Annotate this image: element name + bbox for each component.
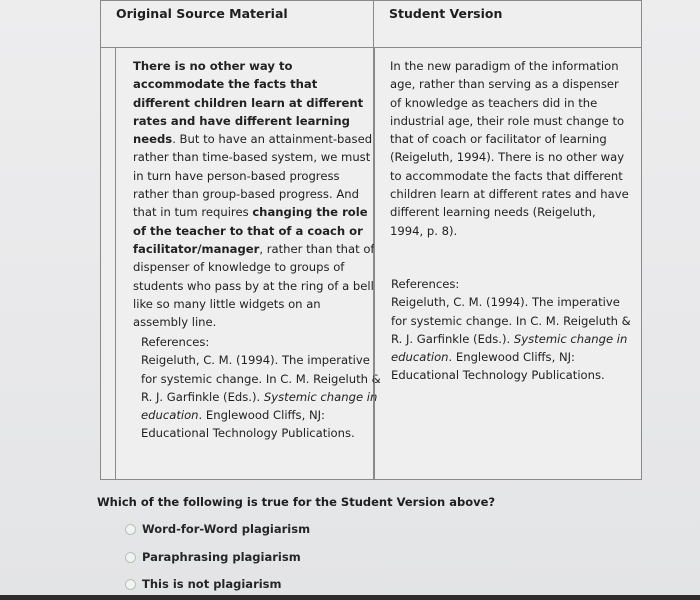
option-not-plagiarism[interactable] — [125, 576, 282, 592]
original-plain-2: , rather than that of dispenser of knowledge to groups of students who pass by at the ring of a bell like so many little widgets on an assembly line. — [133, 241, 375, 330]
radio-button-icon[interactable] — [125, 524, 136, 535]
student-references — [391, 275, 631, 385]
original-ref-title: Systemic change in education — [141, 389, 378, 423]
student-cell — [374, 47, 641, 479]
original-passage — [133, 57, 378, 331]
option-word-for-word[interactable] — [125, 521, 310, 537]
original-bold-2: changing the role of the teacher to that of a coach or facilitator/manager — [133, 205, 368, 256]
original-bold-1: There is no other way to accommodate the facts that different children learn at different rates and have different learning needs — [133, 59, 364, 147]
option-label: This is not plagiarism — [142, 577, 282, 591]
header-student: Student Version — [389, 6, 503, 21]
question-prompt: Which of the following is true for the Student Version above? — [97, 495, 496, 509]
header-original: Original Source Material — [116, 6, 288, 21]
option-label: Paraphrasing plagiarism — [142, 550, 301, 564]
original-plain-1: . But to have an attainment-based rather than time-based system, we must in turn have person-based progress rather than group-based progress. And that in tum requires — [133, 132, 373, 220]
original-cell — [101, 47, 381, 479]
table-header-row — [101, 1, 641, 48]
radio-button-icon[interactable] — [125, 579, 136, 590]
original-ref-pre: Reigeluth, C. M. (1994). The imperative for systemic change. In C. M. Reigeluth & R. J. Garfinkle (Eds.). — [141, 353, 381, 404]
original-ref-entry — [141, 351, 381, 442]
option-paraphrasing[interactable] — [125, 549, 301, 565]
student-passage: In the new paradigm of the information age, rather than serving as a dispenser of knowledge as teachers did in the industrial age, their role must change to that of coach or facilitator of learning (Reigeluth, 1994). There is no other way to accommodate the facts that different children learn at different rates and have different learning needs (Reigeluth, 1994, p. 8). — [390, 59, 629, 238]
screen-bezel — [0, 595, 700, 600]
original-references — [141, 333, 381, 443]
original-ref-post: . Englewood Cliffs, NJ: Educational Technology Publications. — [141, 408, 355, 441]
student-ref-pre: Reigeluth, C. M. (1994). The imperative for systemic change. In C. M. Reigeluth & R. J. Garfinkle (Eds.). — [391, 295, 631, 346]
column-divider — [373, 1, 374, 47]
student-refs-label: References: — [391, 277, 460, 291]
student-ref-post: . Englewood Cliffs, NJ: Educational Technology Publications. — [391, 350, 605, 383]
radio-button-icon[interactable] — [125, 552, 136, 563]
student-ref-title: Systemic change in education — [391, 331, 628, 365]
comparison-table — [100, 0, 642, 480]
option-label: Word-for-Word plagiarism — [142, 522, 311, 536]
original-refs-label: References: — [141, 335, 210, 349]
student-ref-entry — [391, 293, 631, 384]
